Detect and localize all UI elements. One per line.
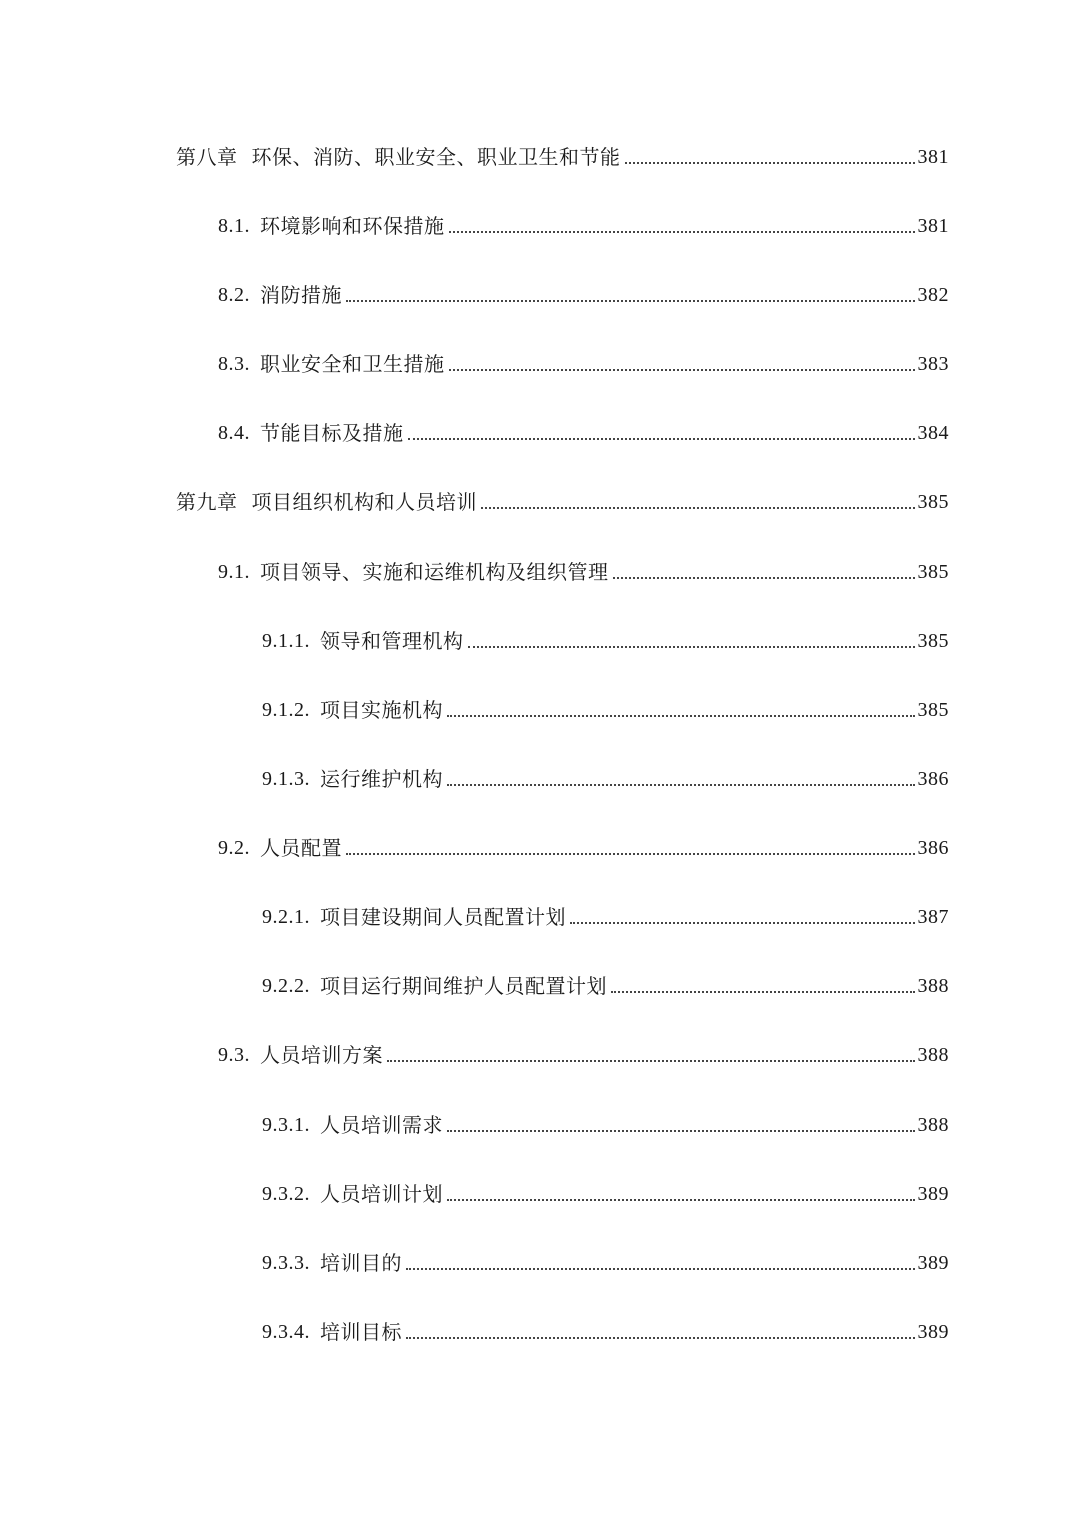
toc-entry-title: 项目实施机构 [320, 698, 443, 722]
toc-entry-title: 培训目的 [320, 1251, 402, 1275]
toc-entry-page-number: 385 [917, 491, 949, 513]
toc-entry-page-number: 389 [917, 1321, 949, 1343]
toc-entry-page-number: 389 [917, 1183, 949, 1205]
toc-entry-title: 培训目标 [320, 1320, 402, 1344]
dot-leader [408, 438, 915, 440]
dot-leader [449, 231, 915, 233]
toc-entry-title: 职业安全和卫生措施 [260, 352, 445, 376]
toc-entry-chapter-9[interactable] [176, 487, 949, 517]
dot-leader [346, 853, 915, 855]
toc-entry-number: 9.1.3. [262, 768, 310, 790]
toc-entry-number: 9.3.1. [262, 1114, 310, 1136]
toc-entry-8-1[interactable] [218, 211, 949, 241]
toc-entry-number: 8.3. [218, 353, 250, 375]
toc-entry-title: 环保、消防、职业安全、职业卫生和节能 [251, 145, 621, 169]
dot-leader [468, 646, 915, 648]
toc-entry-title: 项目组织机构和人员培训 [251, 490, 477, 514]
toc-entry-9-2-2[interactable] [262, 971, 949, 1001]
toc-entry-title: 人员培训计划 [320, 1182, 443, 1206]
toc-entry-title: 人员培训需求 [320, 1113, 443, 1137]
toc-entry-title: 项目领导、实施和运维机构及组织管理 [260, 560, 609, 584]
toc-entry-number: 9.2. [218, 837, 250, 859]
toc-entry-number: 第九章 [176, 490, 238, 514]
toc-entry-9-3[interactable] [218, 1040, 949, 1070]
toc-entry-page-number: 381 [917, 146, 949, 168]
toc-entry-9-3-2[interactable] [262, 1179, 949, 1209]
toc-entry-number: 8.4. [218, 422, 250, 444]
toc-entry-page-number: 387 [917, 906, 949, 928]
dot-leader [613, 577, 915, 579]
toc-entry-page-number: 385 [917, 561, 949, 583]
toc-entry-number: 9.1. [218, 561, 250, 583]
toc-entry-9-1-2[interactable] [262, 695, 949, 725]
toc-entry-page-number: 386 [917, 837, 949, 859]
toc-entry-9-1[interactable] [218, 557, 949, 587]
toc-entry-9-2[interactable] [218, 833, 949, 863]
dot-leader [625, 162, 915, 164]
toc-entry-page-number: 388 [917, 975, 949, 997]
toc-entry-9-3-3[interactable] [262, 1248, 949, 1278]
dot-leader [447, 1130, 915, 1132]
toc-entry-title: 人员配置 [260, 836, 342, 860]
toc-entry-title: 环境影响和环保措施 [260, 214, 445, 238]
toc-entry-number: 9.1.2. [262, 699, 310, 721]
toc-entry-title: 消防措施 [260, 283, 342, 307]
toc-entry-number: 8.1. [218, 215, 250, 237]
dot-leader [406, 1337, 915, 1339]
toc-entry-8-2[interactable] [218, 280, 949, 310]
dot-leader [387, 1060, 915, 1062]
toc-entry-9-1-1[interactable] [262, 626, 949, 656]
toc-entry-number: 9.2.2. [262, 975, 310, 997]
toc-entry-number: 9.3.4. [262, 1321, 310, 1343]
toc-entry-title: 项目建设期间人员配置计划 [320, 905, 566, 929]
toc-entry-number: 9.1.1. [262, 630, 310, 652]
dot-leader [447, 784, 915, 786]
toc-entry-title: 节能目标及措施 [260, 421, 404, 445]
toc-entry-page-number: 388 [917, 1114, 949, 1136]
toc-entry-title: 领导和管理机构 [320, 629, 464, 653]
dot-leader [447, 1199, 915, 1201]
toc-entry-page-number: 384 [917, 422, 949, 444]
toc-entry-9-1-3[interactable] [262, 764, 949, 794]
dot-leader [449, 369, 915, 371]
toc-entry-title: 项目运行期间维护人员配置计划 [320, 974, 607, 998]
toc-entry-8-3[interactable] [218, 349, 949, 379]
toc-entry-number: 9.3.3. [262, 1252, 310, 1274]
toc-entry-number: 9.3. [218, 1044, 250, 1066]
toc-entry-number: 9.3.2. [262, 1183, 310, 1205]
toc-entry-9-2-1[interactable] [262, 902, 949, 932]
toc-entry-page-number: 386 [917, 768, 949, 790]
toc-entry-page-number: 381 [917, 215, 949, 237]
toc-entry-title: 人员培训方案 [260, 1043, 383, 1067]
dot-leader [570, 922, 915, 924]
toc-entry-page-number: 389 [917, 1252, 949, 1274]
toc-entry-page-number: 388 [917, 1044, 949, 1066]
dot-leader [611, 991, 915, 993]
toc-entry-page-number: 383 [917, 353, 949, 375]
toc-entry-9-3-1[interactable] [262, 1110, 949, 1140]
toc-entry-page-number: 382 [917, 284, 949, 306]
toc-entry-title: 运行维护机构 [320, 767, 443, 791]
toc-entry-number: 8.2. [218, 284, 250, 306]
dot-leader [447, 715, 915, 717]
dot-leader [481, 507, 915, 509]
toc-entry-page-number: 385 [917, 699, 949, 721]
toc-entry-number: 9.2.1. [262, 906, 310, 928]
toc-entry-9-3-4[interactable] [262, 1317, 949, 1347]
toc-entry-number: 第八章 [176, 145, 238, 169]
dot-leader [406, 1268, 915, 1270]
toc-entry-8-4[interactable] [218, 418, 949, 448]
toc-entry-chapter-8[interactable] [176, 142, 949, 172]
toc-entry-page-number: 385 [917, 630, 949, 652]
dot-leader [346, 300, 915, 302]
